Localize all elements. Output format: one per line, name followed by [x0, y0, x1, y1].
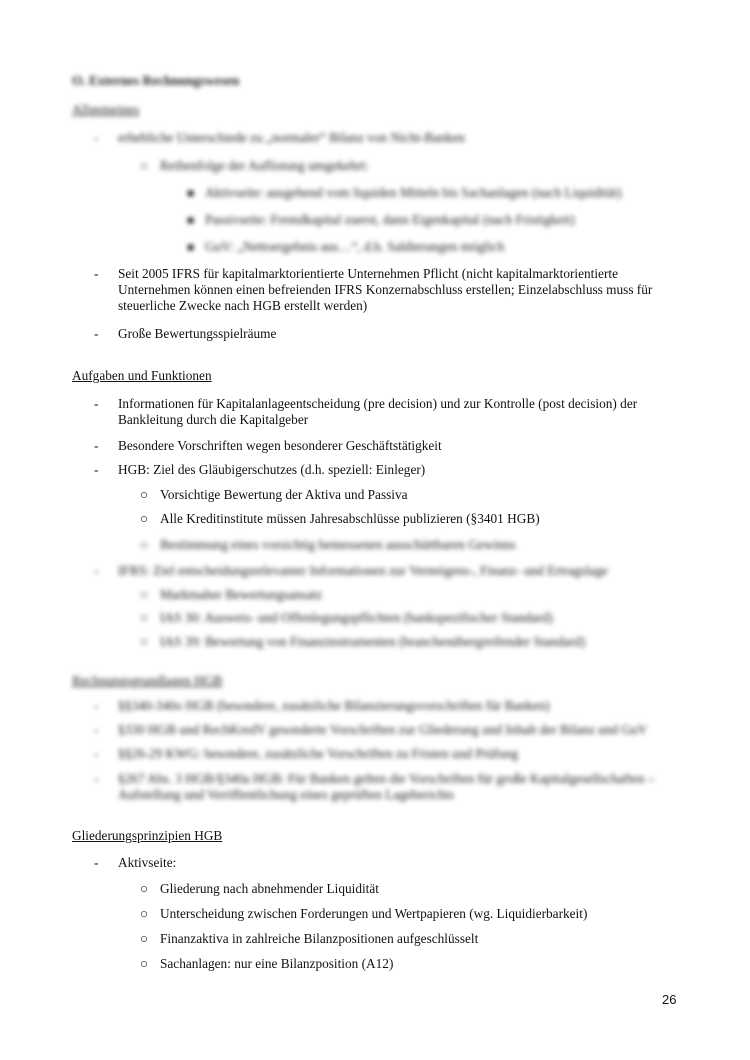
list-item: ○ Bestimmung eines vorsichtig bemessenen ausschüttbaren Gewinns — [140, 537, 516, 552]
list-item: ○ Finanzaktiva in zahlreiche Bilanzpositionen aufgeschlüsselt — [140, 931, 479, 946]
list-item: - §267 Abs. 3 HGB/§340a HGB: Für Banken gelten die Vorschriften für große Kapitalgesellschaften – Aufstellung und Veröffentlichung eines geprüften Lageberichts — [118, 771, 678, 803]
list-item: ■ Passivseite: Fremdkapital zuerst, dann Eigenkapital (nach Fristigkeit) — [187, 212, 575, 227]
list-item: ■ Aktivseite: ausgehend vom liquiden Mitteln bis Sachanlagen (nach Liquidität) — [187, 185, 622, 200]
list-item: ○ IAS 39: Bewertung von Finanzinstrumenten (branchenübergreifender Standard) — [140, 634, 586, 649]
list-item-aktivseite: - Aktivseite: — [118, 855, 678, 871]
list-item: - §§26-29 KWG: besondere, zusätzliche Vorschriften zu Fristen und Prüfung — [118, 746, 678, 762]
list-item: ○ Reihenfolge der Auflistung umgekehrt: — [140, 158, 369, 173]
list-item: - HGB: Ziel des Gläubigerschutzes (d.h. speziell: Einleger) — [118, 462, 678, 478]
list-item: - IFRS: Ziel entscheidungsrelevanter Informationen zur Vermögens-, Finanz- und Ertragslage — [118, 563, 678, 579]
list-item: - Besondere Vorschriften wegen besonderer Geschäftstätigkeit — [118, 438, 678, 454]
heading-aufgaben: Aufgaben und Funktionen — [72, 368, 212, 383]
list-item: ○ Marktnaher Bewertungsansatz — [140, 587, 323, 602]
list-item: ○ IAS 30: Ausweis- und Offenlegungspflichten (bankspezifischer Standard) — [140, 610, 553, 625]
list-item: ○ Unterscheidung zwischen Forderungen und Wertpapieren (wg. Liquidierbarkeit) — [140, 906, 588, 921]
heading-gliederungsprinzipien: Gliederungsprinzipien HGB — [72, 828, 223, 843]
list-item: - erhebliche Unterschiede zu „normaler“ Bilanz von Nicht-Banken — [118, 130, 678, 146]
list-item: ○ Vorsichtige Bewertung der Aktiva und Passiva — [140, 487, 408, 502]
list-item: ○ Alle Kreditinstitute müssen Jahresabschlüsse publizieren (§3401 HGB) — [140, 511, 540, 526]
list-item-ifrs-2005: - Seit 2005 IFRS für kapitalmarktorientierte Unternehmen Pflicht (nicht kapitalmarktorientierte Unternehmen können einen befreienden IFRS Konzernabschluss erstellen; Einzelabschluss muss für steuerliche Zwecke nach HGB erstellt werden) — [118, 266, 678, 314]
list-item-bewertung: - Große Bewertungsspielräume — [118, 326, 678, 342]
heading-allgemeines: Allgemeines — [72, 102, 140, 117]
list-item: - Informationen für Kapitalanlageentscheidung (pre decision) und zur Kontrolle (post decision) der Bankleitung durch die Kapitalgeber — [118, 396, 678, 428]
list-item: - §§340-340o HGB (besondere, zusätzliche Bilanzierungsvorschriften für Banken) — [118, 698, 678, 714]
list-item: - §330 HGB und RechKredV gesonderte Vorschriften zur Gliederung und Inhalt der Bilanz und GuV — [118, 722, 678, 738]
list-item: ■ GuV: „Nettoergebnis aus…“, d.h. Saldierungen möglich — [187, 239, 505, 254]
list-item: ○ Sachanlagen: nur eine Bilanzposition (A12) — [140, 956, 394, 971]
heading-rechnungsgrundlagen: Rechnungsgrundlagen HGB — [72, 673, 223, 688]
list-item: ○ Gliederung nach abnehmender Liquidität — [140, 881, 379, 896]
page-number: 26 — [662, 992, 677, 1007]
section-header: O. Externes Rechnungswesen — [72, 73, 240, 88]
